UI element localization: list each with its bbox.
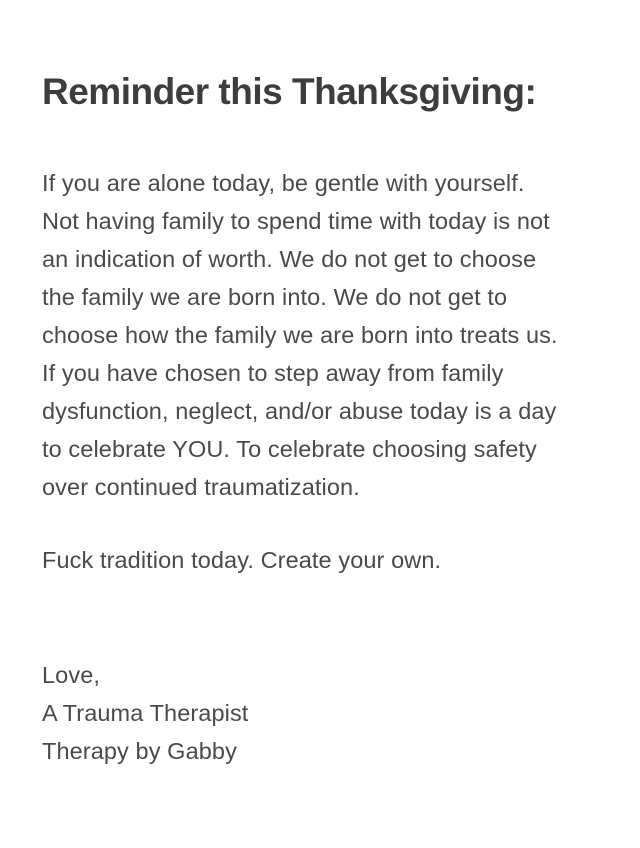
post-heading: Reminder this Thanksgiving: [42,71,537,112]
body-line: If you have chosen to step away from family [42,360,504,386]
body-line: choose how the family we are born into treats us. [42,322,558,348]
body-line: Not having family to spend time with today is not [42,208,550,234]
post-body-paragraph [42,164,596,506]
body-line: an indication of worth. We do not get to choose [42,246,537,272]
body-line: over continued traumatization. [42,474,360,500]
body-line: to celebrate YOU. To celebrate choosing safety [42,436,537,462]
body-line: the family we are born into. We do not get to [42,284,508,310]
body-line: Fuck tradition today. Create your own. [42,547,442,573]
post-signoff [42,656,596,770]
post-closing-line [42,541,596,579]
signoff-line: Therapy by Gabby [42,738,237,764]
signoff-line: Love, [42,662,100,688]
signoff-line: A Trauma Therapist [42,700,249,726]
body-line: If you are alone today, be gentle with yourself. [42,170,525,196]
body-line: dysfunction, neglect, and/or abuse today is a day [42,398,557,424]
